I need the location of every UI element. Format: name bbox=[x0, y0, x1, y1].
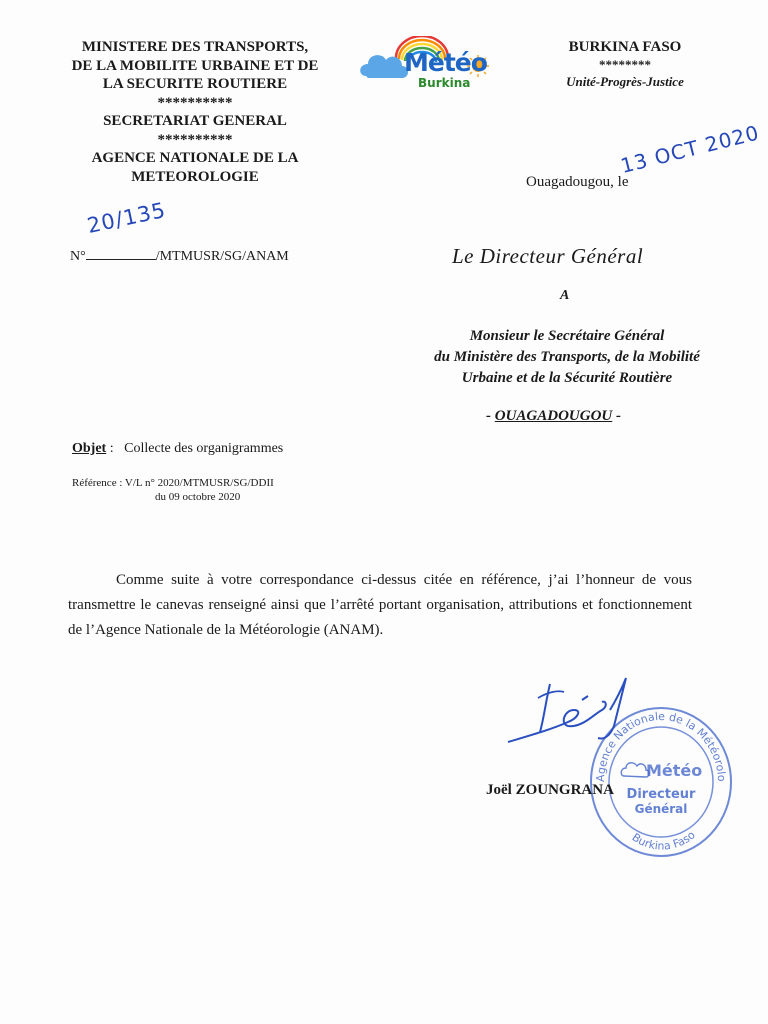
place-label: Ouagadougou, le bbox=[526, 174, 629, 190]
seal-title-line: Général bbox=[634, 802, 688, 816]
national-motto: Unité-Progrès-Justice bbox=[566, 74, 684, 89]
number-blank bbox=[86, 247, 156, 260]
meteo-burkina-logo bbox=[356, 36, 492, 98]
separator-stars: ********** bbox=[157, 94, 233, 111]
addressee-city bbox=[486, 408, 621, 425]
signer-name: Joël ZOUNGRANA bbox=[486, 782, 614, 798]
number-suffix: /MTMUSR/SG/ANAM bbox=[155, 249, 289, 264]
subject-separator: : bbox=[106, 441, 125, 456]
handwritten-signature bbox=[498, 670, 658, 760]
secretariat-line: SECRETARIAT GENERAL bbox=[103, 113, 287, 129]
reference-number-line bbox=[70, 247, 289, 265]
seal-title-line: Directeur bbox=[626, 787, 696, 802]
city-dash: - bbox=[486, 408, 495, 424]
subject-label: Objet bbox=[72, 441, 107, 456]
reference-block bbox=[72, 476, 274, 504]
separator-stars: ********** bbox=[157, 131, 233, 148]
date-stamp: 13 OCT 2020 bbox=[618, 120, 762, 178]
to-word: A bbox=[560, 288, 570, 303]
addressee-line: Urbaine et de la Sécurité Routière bbox=[461, 370, 673, 386]
agency-line: METEOROLOGIE bbox=[131, 168, 259, 185]
city-dash: - bbox=[612, 408, 622, 424]
city-name: OUAGADOUGOU bbox=[494, 408, 613, 424]
reference-number-stamp: 20/135 bbox=[85, 197, 169, 238]
subject-line bbox=[72, 441, 283, 457]
letter-body: Comme suite à votre correspondance ci-dessus citée en référence, j’ai l’honneur de vous transmettre le canevas renseigné ainsi que l’arrêté portant organisation, attributions et fonctionnement de l’Agence Nationale de la Météorologie (ANAM). bbox=[68, 572, 692, 638]
ministry-line: MINISTERE DES TRANSPORTS, bbox=[81, 39, 309, 55]
ministry-line: LA SECURITE ROUTIERE bbox=[102, 76, 288, 92]
subject-text: Collecte des organigrammes bbox=[124, 441, 284, 456]
addressee-line: Monsieur le Secrétaire Général bbox=[469, 328, 665, 344]
signature-scribble-icon bbox=[498, 670, 658, 760]
logo-subtext: Burkina bbox=[418, 76, 471, 90]
seal-ring-text: Agence Nationale de la Météorolo bbox=[593, 709, 729, 783]
logo-text: Météo bbox=[404, 48, 487, 77]
agency-line: AGENCE NATIONALE DE LA bbox=[91, 150, 299, 166]
number-prefix: N° bbox=[70, 249, 86, 264]
separator-stars: ******** bbox=[599, 57, 651, 72]
reference-date: du 09 octobre 2020 bbox=[155, 491, 241, 503]
ministry-line: DE LA MOBILITE URBAINE ET DE bbox=[71, 57, 319, 74]
addressee-block bbox=[402, 326, 732, 389]
country-header bbox=[540, 38, 710, 92]
seal-ring-bottom-text: Burkina Faso bbox=[629, 828, 698, 853]
addressee-line: du Ministère des Transports, de la Mobilité bbox=[434, 349, 700, 365]
reference-line: Référence : V/L n° 2020/MTMUSR/SG/DDII bbox=[72, 477, 274, 489]
country-name: BURKINA FASO bbox=[568, 39, 682, 55]
ministry-header bbox=[40, 38, 350, 186]
sender-title: Le Directeur Général bbox=[452, 244, 644, 268]
seal-logo-text: Météo bbox=[646, 761, 703, 780]
